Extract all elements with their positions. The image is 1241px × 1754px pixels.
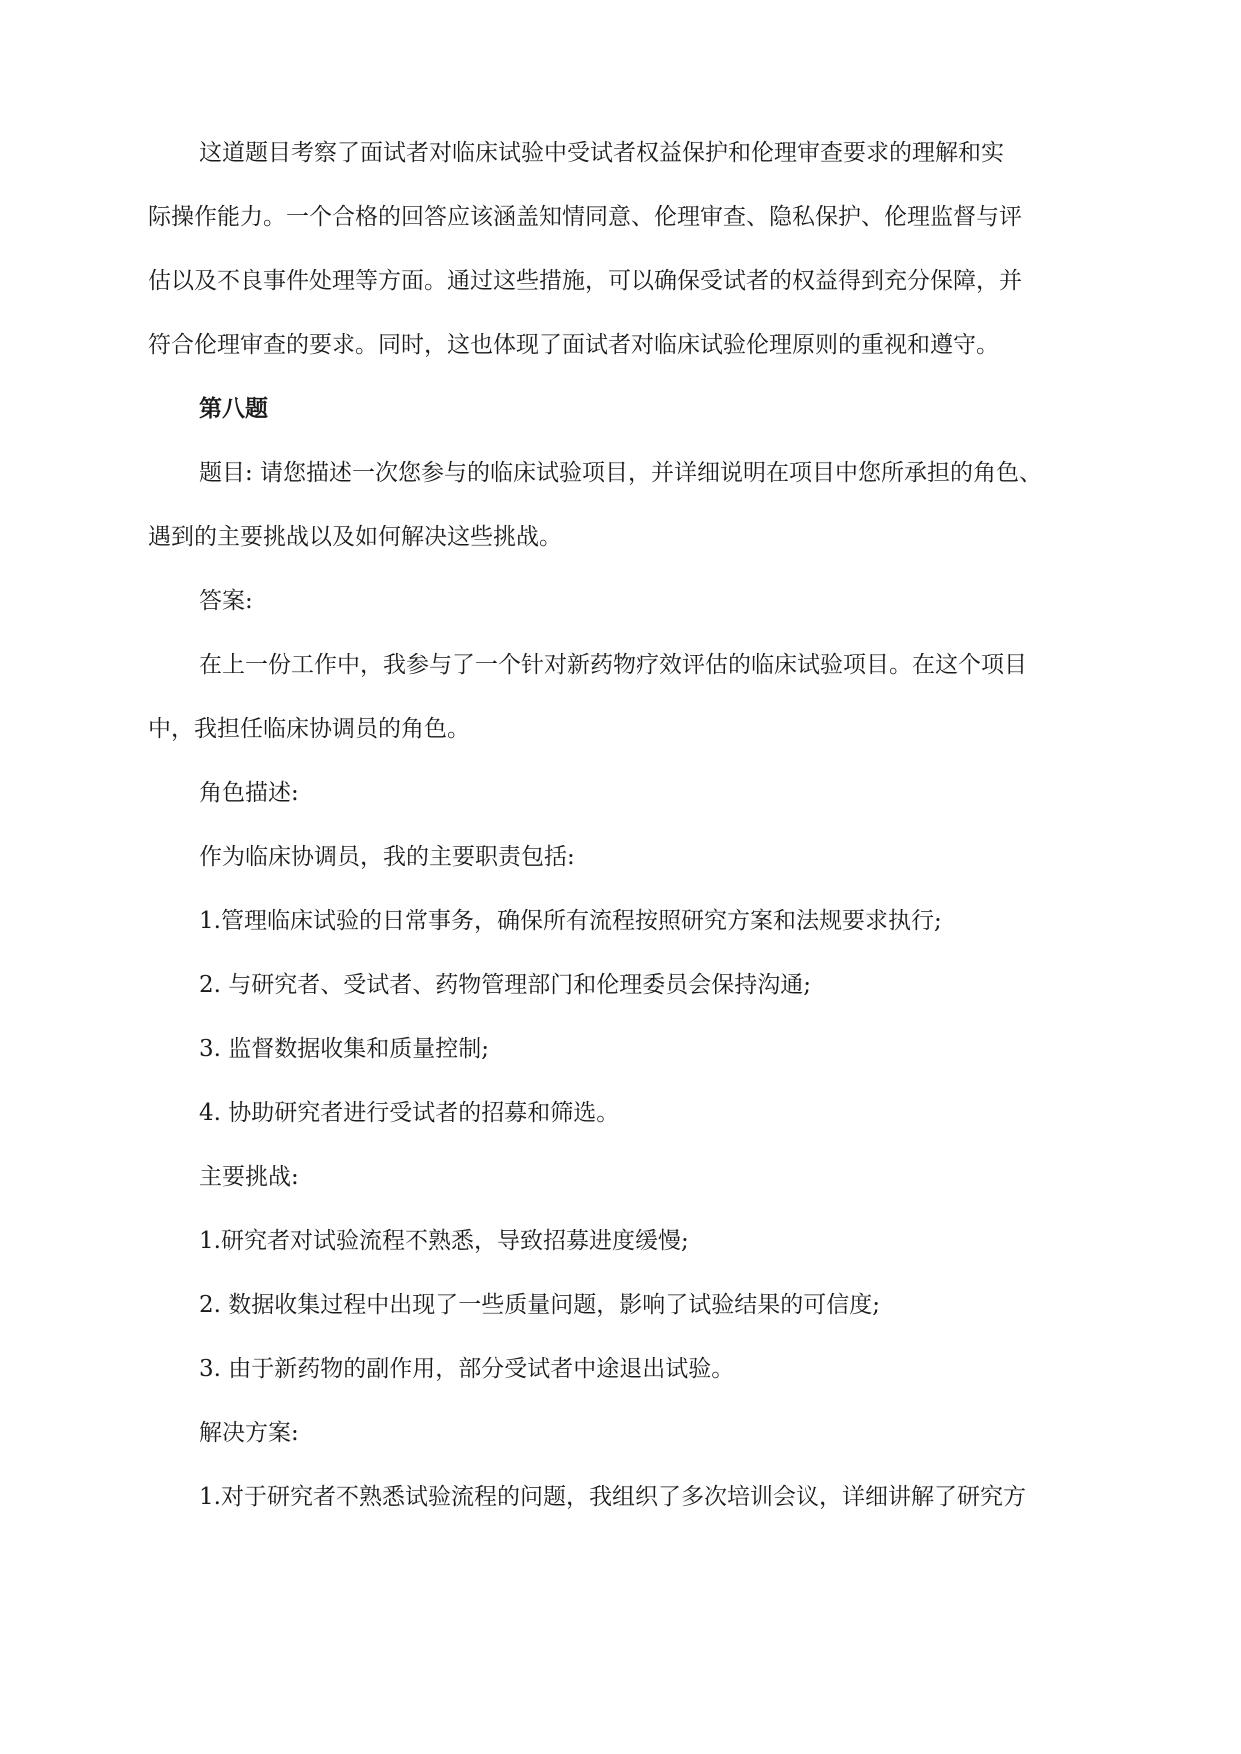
role-label-text: 角色描述: [199, 780, 299, 806]
list-item: 1.研究者对试验流程不熟悉，导致招募进度缓慢; [199, 1228, 689, 1254]
intro-line: 这道题目考察了面试者对临床试验中受试者权益保护和伦理审查要求的理解和实 [199, 140, 1004, 166]
section-title-text: 第八题 [199, 395, 268, 422]
answer-intro-line: 中，我担任临床协调员的角色。 [148, 716, 470, 742]
list-item: 2. 数据收集过程中出现了一些质量问题，影响了试验结果的可信度; [199, 1292, 881, 1318]
solutions-label-text: 解决方案: [199, 1420, 299, 1446]
role-intro-text: 作为临床协调员，我的主要职责包括: [199, 844, 575, 870]
question-line: 题目: 请您描述一次您参与的临床试验项目，并详细说明在项目中您所承担的角色、 [199, 460, 1043, 486]
list-item: 3. 监督数据收集和质量控制; [199, 1036, 490, 1062]
answer-label-text: 答案: [199, 588, 253, 614]
list-item: 1.对于研究者不熟悉试验流程的问题，我组织了多次培训会议，详细讲解了研究方 [199, 1484, 1026, 1510]
answer-intro-line: 在上一份工作中，我参与了一个针对新药物疗效评估的临床试验项目。在这个项目 [199, 652, 1027, 678]
intro-line: 估以及不良事件处理等方面。通过这些措施，可以确保受试者的权益得到充分保障，并 [148, 268, 1022, 294]
list-item: 1.管理临床试验的日常事务，确保所有流程按照研究方案和法规要求执行; [199, 908, 942, 934]
intro-line: 际操作能力。一个合格的回答应该涵盖知情同意、伦理审查、隐私保护、伦理监督与评 [148, 204, 1022, 230]
list-item: 4. 协助研究者进行受试者的招募和筛选。 [199, 1100, 620, 1126]
question-line: 遇到的主要挑战以及如何解决这些挑战。 [148, 524, 562, 550]
challenges-label-text: 主要挑战: [199, 1164, 299, 1190]
intro-line: 符合伦理审查的要求。同时，这也体现了面试者对临床试验伦理原则的重视和遵守。 [148, 332, 999, 358]
list-item: 3. 由于新药物的副作用，部分受试者中途退出试验。 [199, 1356, 735, 1382]
list-item: 2. 与研究者、受试者、药物管理部门和伦理委员会保持沟通; [199, 972, 812, 998]
